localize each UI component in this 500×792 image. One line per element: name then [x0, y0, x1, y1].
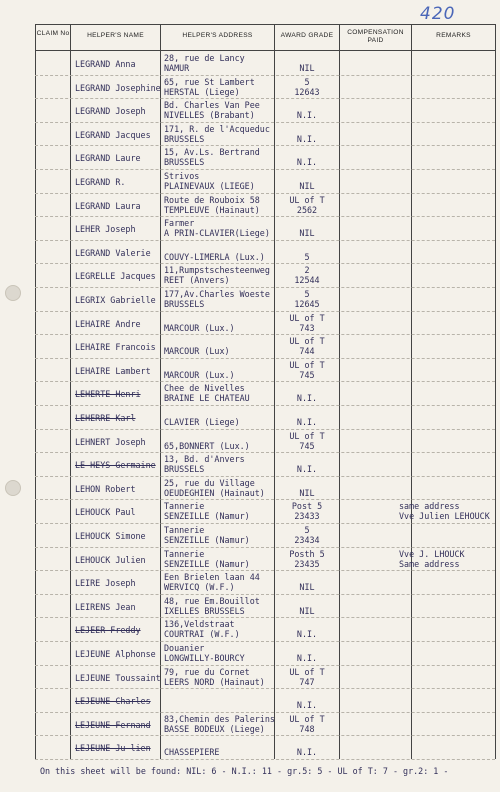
helper-name: LE HEYS Germaine [75, 460, 156, 471]
address-line-2: BRUSSELS [164, 157, 205, 168]
award-grade-line-2: N.I. [296, 653, 318, 663]
address-line-1: 171, R. de l'Acqueduc [164, 123, 270, 134]
address-line-2: MARCOUR (Lux) [164, 346, 230, 357]
sheet-summary: On this sheet will be found: NIL: 6 - N.I.: 11 - gr.5: 5 - UL of T: 7 - gr.2: 1 - [40, 766, 449, 776]
remarks-line-2: Vve Julien LEHOUCK [399, 511, 490, 522]
address-line-2: NAMUR [164, 63, 190, 73]
award-grade-line-2: NIL [299, 605, 315, 616]
address-line-2: MARCOUR (Lux.) [164, 322, 235, 333]
award-grade-line-2: NIL [299, 582, 315, 593]
address-line-2: BRUSSELS [164, 133, 205, 144]
table-row [35, 405, 495, 430]
address-line-2: BRUSSELS [164, 464, 205, 475]
award-grade-line-2: NIL [299, 228, 315, 239]
award-grade-line-2: 23433 [294, 511, 320, 522]
table-row [35, 641, 495, 666]
award-grade-line-1: 5 [304, 76, 310, 87]
address-line-2: BASSE BODEUX (Liege) [164, 723, 265, 734]
address-line-1: 83,Chemin des Palerins [164, 713, 275, 724]
award-grade-line-2: 5 [304, 251, 310, 262]
helper-name: LEHON Robert [75, 483, 136, 494]
table-row [35, 287, 495, 312]
address-line-1: Tannerie [164, 548, 205, 559]
address-line-1: 25, rue du Village [164, 477, 255, 488]
address-line-1: Tannerie [164, 501, 205, 512]
address-line-2: A PRIN-CLAVIER(Liege) [164, 228, 270, 239]
award-grade-line-1: Posth 5 [289, 548, 325, 559]
award-grade-line-1: Post 5 [291, 501, 323, 512]
award-grade-line-2: 23435 [294, 558, 320, 569]
helper-name: LEGRAND Jacques [75, 129, 151, 140]
award-grade-line-2: 743 [299, 322, 315, 333]
award-grade-line-2: N.I. [296, 393, 318, 404]
table-row [35, 193, 495, 218]
address-line-1: Route de Rouboix 58 [164, 194, 260, 205]
address-line-1: 65, rue St Lambert [164, 76, 255, 87]
address-line-1: Strivos [164, 171, 200, 181]
award-grade-line-2: N.I. [296, 747, 318, 758]
address-line-2: REET (Anvers) [164, 275, 230, 286]
table-row [35, 334, 495, 359]
award-grade-line-2: N.I. [296, 700, 318, 711]
table-row [35, 617, 495, 642]
table-row [35, 452, 495, 477]
helper-name: LEGRAND Valerie [75, 247, 151, 258]
helper-name: LEGRAND Laura [75, 200, 141, 211]
award-grade-line-2: N.I. [296, 133, 318, 144]
helper-name: LEHAIRE Francois [75, 342, 156, 353]
helper-name: LEJEUNE Toussaint [75, 672, 161, 683]
table-row [35, 75, 495, 100]
address-line-2: IXELLES BRUSSELS [164, 605, 245, 616]
address-line-1: 28, rue de Lancy [164, 53, 245, 63]
helper-name: LEGRAND R. [75, 177, 126, 187]
column-rule [495, 24, 496, 759]
page-number: 420 [420, 4, 456, 24]
award-grade-line-2: 744 [299, 346, 315, 357]
header-remarks: REMARKS [436, 32, 471, 39]
award-grade-line-1: 5 [304, 525, 310, 535]
address-line-1: Chee de Nivelles [164, 383, 245, 394]
address-line-2: CHASSEPIERE [164, 747, 220, 758]
award-grade-line-2: 23434 [294, 535, 320, 545]
address-line-2: WERVICQ (W.F.) [164, 582, 235, 593]
helper-name: LEHER Joseph [75, 224, 136, 235]
address-line-1: Tannerie [164, 525, 205, 535]
address-line-2: MARCOUR (Lux.) [164, 369, 235, 380]
header-helpers-name: HELPER'S NAME [87, 32, 144, 39]
helper-name: LEJEUNE Charles [75, 696, 151, 707]
helper-name: LEIRENS Jean [75, 601, 136, 612]
award-grade-line-2: 745 [299, 440, 315, 451]
address-line-1: 11,Rumpstschesteenweg [164, 265, 270, 276]
table-row [35, 547, 495, 572]
punch-hole [5, 285, 21, 301]
address-line-1: Farmer [164, 218, 195, 229]
award-grade-line-2: N.I. [296, 464, 318, 475]
table-row [35, 429, 495, 454]
table-row [35, 263, 495, 288]
table-row [35, 688, 495, 713]
award-grade-line-2: 12544 [294, 275, 320, 286]
award-grade-line-1: UL of T [289, 359, 325, 370]
award-grade-line-1: UL of T [289, 430, 325, 441]
header-award-grade: AWARD GRADE [280, 32, 334, 39]
award-grade-line-2: N.I. [296, 110, 318, 121]
address-line-2: CLAVIER (Liege) [164, 417, 240, 427]
remarks-line-1: same address [399, 501, 460, 512]
address-line-1: Douanier [164, 643, 205, 653]
award-grade-line-1: 2 [304, 265, 310, 276]
helper-name: LEIRE Joseph [75, 578, 136, 589]
address-line-2: COUVY-LIMERLA (Lux.) [164, 251, 265, 262]
address-line-2: BRAINE LE CHATEAU [164, 393, 250, 404]
table-row [35, 735, 495, 760]
remarks-line-1: Vve J. LHOUCK [399, 548, 465, 559]
helper-name: LEGRAND Josephine [75, 82, 161, 93]
award-grade-line-2: 747 [299, 676, 315, 687]
table-row [35, 98, 495, 123]
address-line-2: NIVELLES (Brabant) [164, 110, 255, 121]
address-line-1: 79, rue du Cornet [164, 666, 250, 677]
helper-name: LEGRAND Joseph [75, 106, 146, 117]
table-top-rule [35, 24, 495, 25]
table-row [35, 570, 495, 595]
table-row [35, 594, 495, 619]
table-row [35, 51, 495, 76]
address-line-2: COURTRAI (W.F.) [164, 629, 240, 640]
helper-name: LEGRELLE Jacques [75, 271, 156, 282]
address-line-2: TEMPLEUVE (Hainaut) [164, 204, 260, 215]
address-line-1: Bd. Charles Van Pee [164, 100, 260, 111]
table-row [35, 240, 495, 265]
address-line-1: 48, rue Em.Bouillot [164, 595, 260, 606]
table-row [35, 712, 495, 737]
helper-name: LEHAIRE Andre [75, 318, 141, 329]
helper-name: LEGRAND Laure [75, 153, 141, 164]
helper-name: LEJEER Freddy [75, 625, 141, 636]
helper-name: LEHERRE Karl [75, 413, 136, 423]
helper-name: LEJEUNE Fernand [75, 719, 151, 730]
address-line-1: Een Brielen laan 44 [164, 572, 260, 583]
award-grade-line-2: 748 [299, 723, 315, 734]
helper-name: LEHNERT Joseph [75, 436, 146, 447]
award-grade-line-1: UL of T [289, 713, 325, 724]
helper-name: LEHAIRE Lambert [75, 365, 151, 376]
award-grade-line-2: 745 [299, 369, 315, 380]
address-line-2: HERSTAL (Liege) [164, 86, 240, 97]
helper-name: LEHOUCK Julien [75, 554, 146, 565]
address-line-2: SENZEILLE (Namur) [164, 511, 250, 522]
table-row [35, 311, 495, 336]
header-compensation-paid: COMPENSATION PAID [347, 29, 404, 44]
address-line-2: 65,BONNERT (Lux.) [164, 440, 250, 451]
award-grade-line-2: NIL [299, 181, 315, 191]
remarks-line-2: Same address [399, 558, 460, 569]
helper-name: LEHOUCK Simone [75, 531, 146, 541]
helper-name: LEHERTE Henri [75, 389, 141, 400]
address-line-1: 13, Bd. d'Anvers [164, 454, 245, 465]
table-row [35, 169, 495, 194]
address-line-2: SENZEILLE (Namur) [164, 535, 250, 545]
table-row [35, 145, 495, 170]
award-grade-line-2: 2562 [296, 204, 318, 215]
table-row [35, 358, 495, 383]
award-grade-line-1: UL of T [289, 312, 325, 323]
award-grade-line-2: NIL [299, 487, 315, 498]
table-row [35, 122, 495, 147]
address-line-1: 136,Veldstraat [164, 619, 235, 630]
address-line-2: LONGWILLY-BOURCY [164, 653, 245, 663]
address-line-2: PLAINEVAUX (LIEGE) [164, 181, 255, 191]
address-line-2: BRUSSELS [164, 299, 205, 309]
address-line-2: LEERS NORD (Hainaut) [164, 676, 265, 687]
helper-name: LEGRAND Anna [75, 59, 136, 69]
table-row [35, 476, 495, 501]
table-row [35, 665, 495, 690]
award-grade-line-2: N.I. [296, 157, 318, 168]
address-line-1: 15, Av.Ls. Bertrand [164, 147, 260, 158]
table-row [35, 499, 495, 524]
award-grade-line-2: NIL [299, 63, 315, 73]
table-row [35, 523, 495, 548]
award-grade-line-1: UL of T [289, 194, 325, 205]
punch-hole [5, 480, 21, 496]
award-grade-line-1: UL of T [289, 336, 325, 347]
header-claim-no: CLAIM No [36, 30, 70, 37]
helper-name: LEHOUCK Paul [75, 507, 136, 518]
helper-name: LEJEUNE Ju lien [75, 743, 151, 754]
address-line-2: OEUDEGHIEN (Hainaut) [164, 487, 265, 498]
award-grade-line-2: N.I. [296, 417, 318, 427]
header-helpers-address: HELPER'S ADDRESS [182, 32, 253, 39]
helper-name: LEGRIX Gabrielle [75, 295, 156, 305]
award-grade-line-2: N.I. [296, 629, 318, 640]
table-row [35, 216, 495, 241]
address-line-2: SENZEILLE (Namur) [164, 558, 250, 569]
award-grade-line-1: 5 [304, 289, 310, 299]
award-grade-line-2: 12643 [294, 86, 320, 97]
award-grade-line-2: 12645 [294, 299, 320, 309]
table-row [35, 381, 495, 406]
award-grade-line-1: UL of T [289, 666, 325, 677]
helper-name: LEJEUNE Alphonse [75, 649, 156, 659]
address-line-1: 177,Av.Charles Woeste [164, 289, 270, 299]
